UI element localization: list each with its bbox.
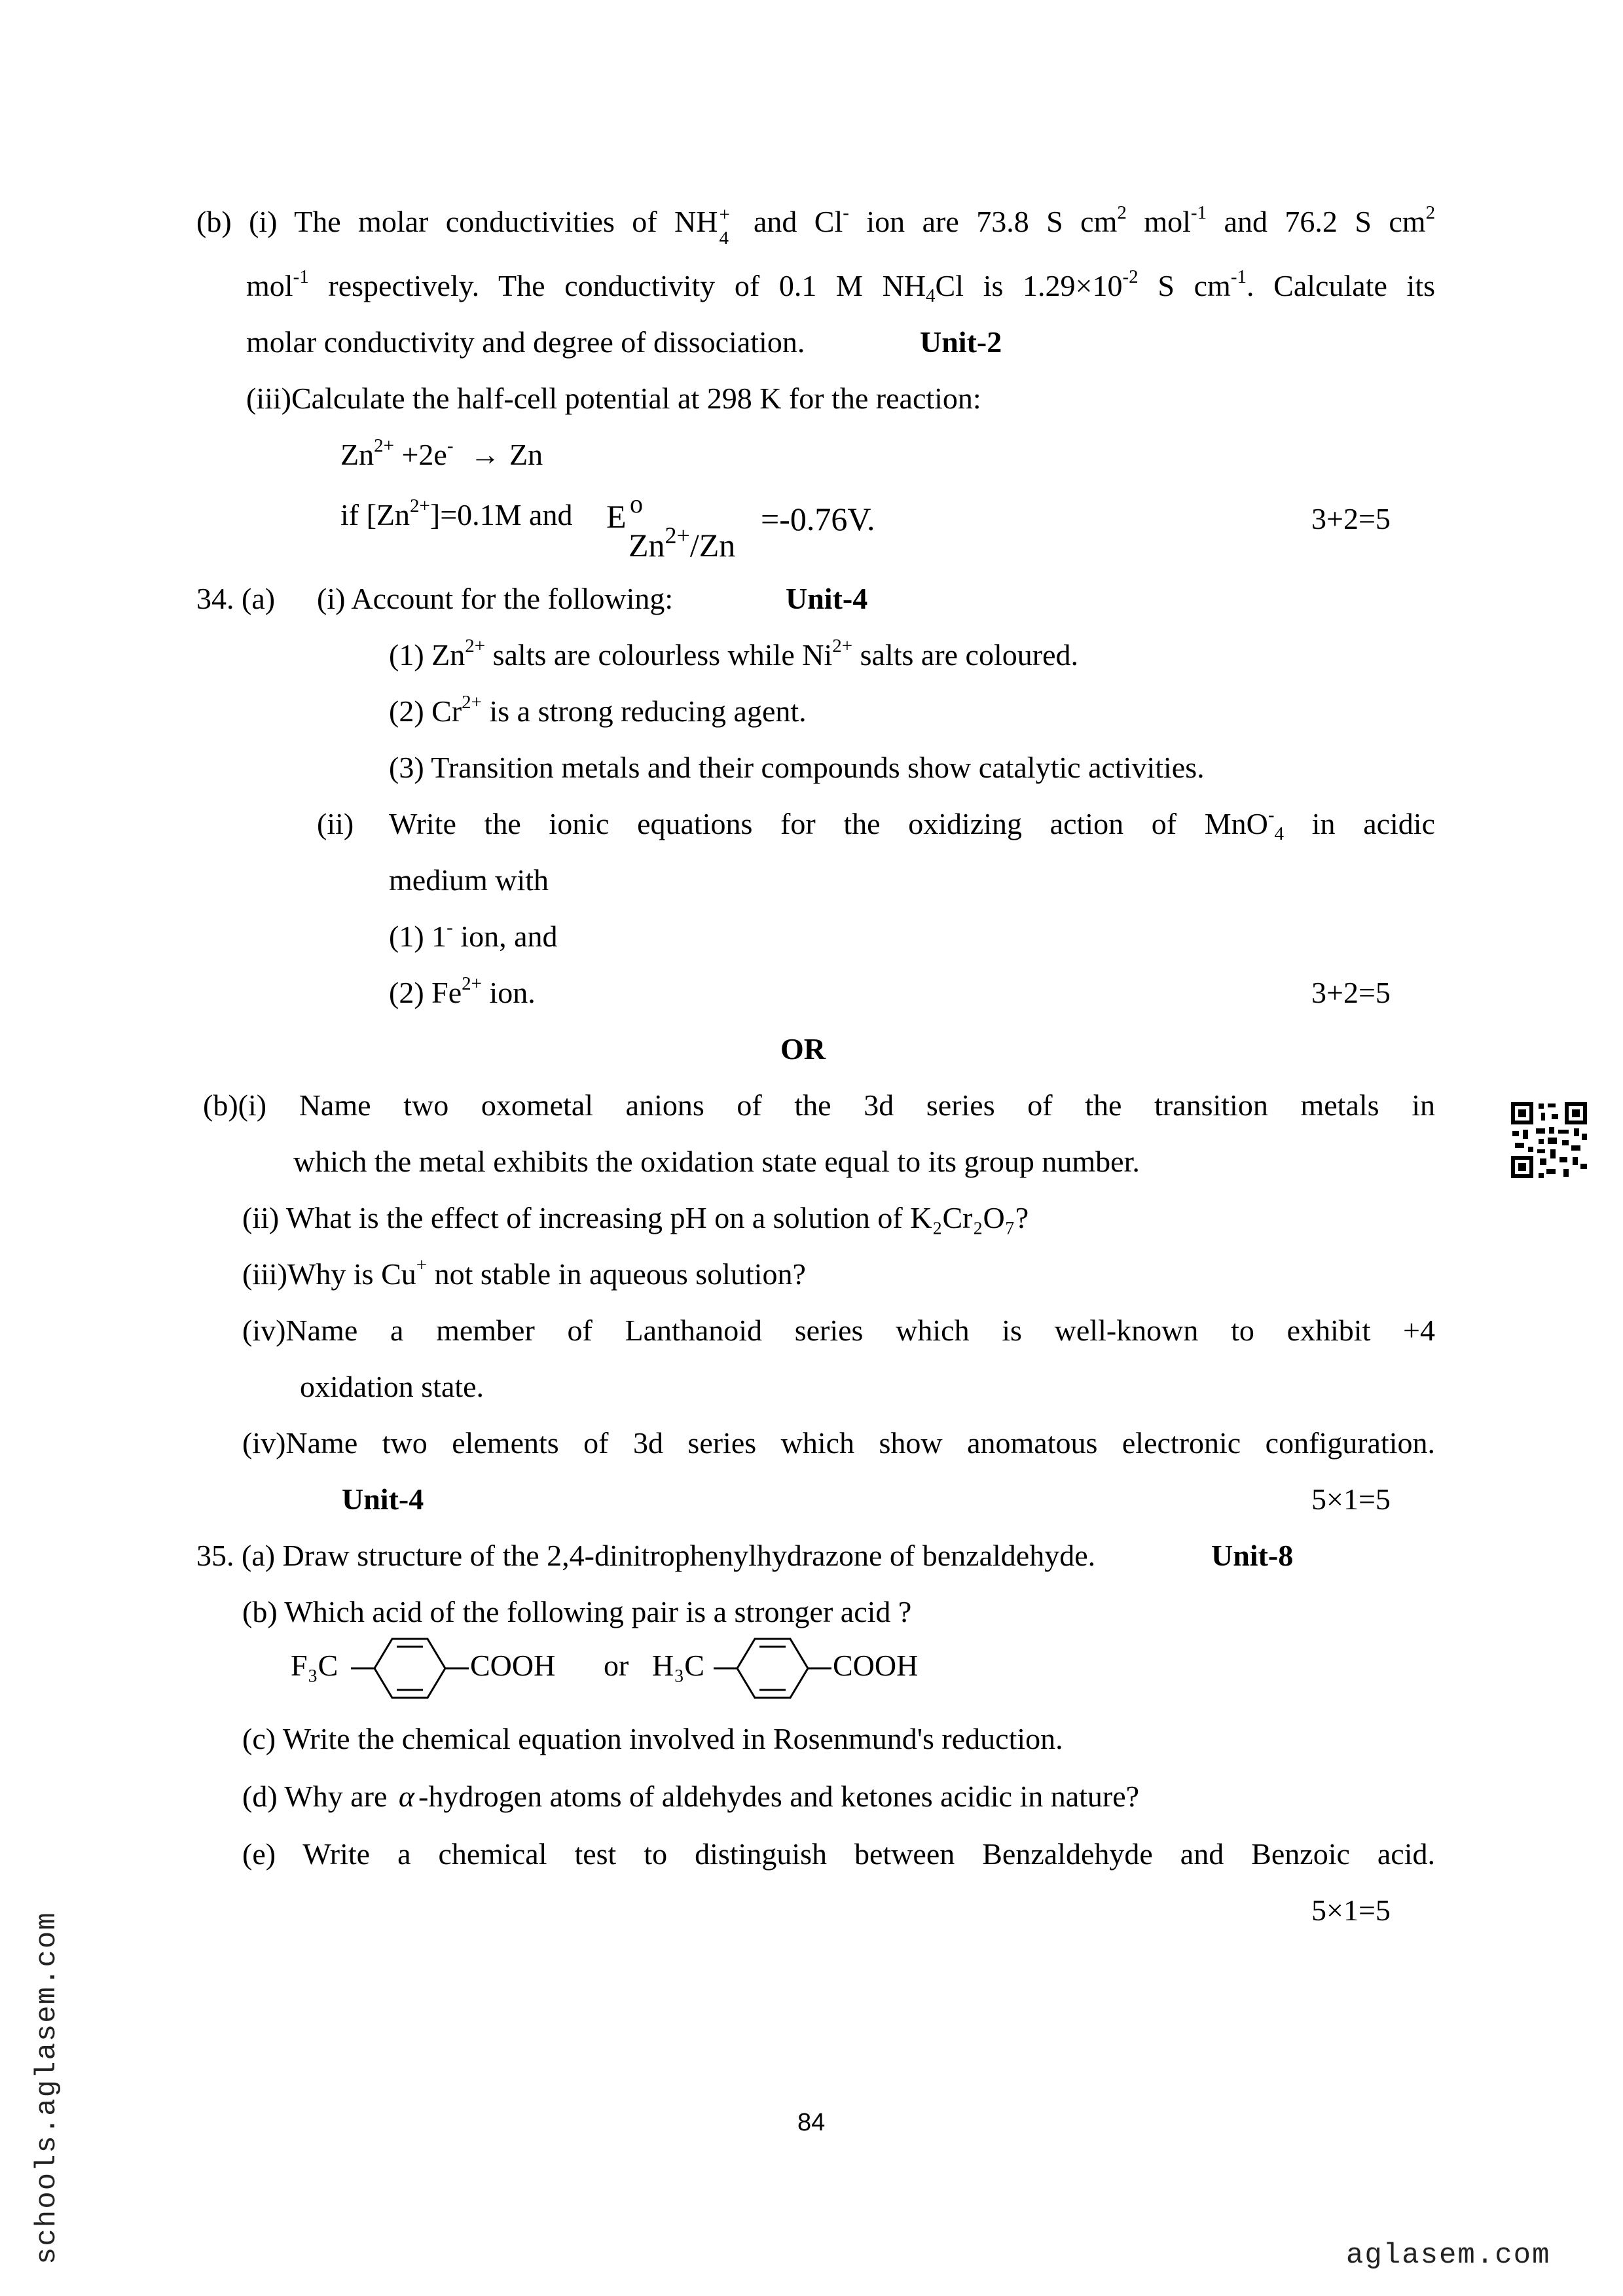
structure-or: or — [604, 1649, 629, 1682]
qr-code-icon — [1510, 1101, 1588, 1179]
q34a-ii-line1: Write the ionic equations for the oxidizing action of MnO-$_4$ in acidic — [389, 804, 1436, 844]
q34a-label: 34. (a) — [196, 582, 276, 615]
q33b-iii-line1: (iii)Calculate the half-cell potential at 298 K for the reaction: — [246, 382, 981, 415]
q33b-condition: if $[Zn^{2+}]=0.1M$ and — [340, 495, 573, 531]
electrode-potential-symbol: E o $Zn^{2+}/Zn$ =-0.76V. — [606, 489, 875, 564]
q34a-unit: Unit-4 — [786, 582, 868, 615]
page-number: 84 — [797, 2109, 826, 2136]
side-watermark: schools.aglasem.com — [31, 1911, 64, 2265]
q34a-i-heading: (i) Account for the following: — [317, 582, 674, 615]
q33b-reaction: $Zn^{2+} +2e^- \to Zn$ — [340, 435, 543, 471]
or-divider: OR — [780, 1032, 826, 1066]
benzene-ring-1-icon — [351, 1632, 469, 1704]
q34a-ii-line2: medium with — [389, 863, 549, 897]
q35-b: (b) Which acid of the following pair is a stronger acid ? — [242, 1595, 912, 1628]
q35-c: (c) Write the chemical equation involved in Rosenmund's reduction. — [242, 1722, 1063, 1755]
structure2-right: COOH — [833, 1649, 919, 1682]
q35-a-unit: Unit-8 — [1211, 1539, 1294, 1572]
q34b-i-line2: which the metal exhibits the oxidation state equal to its group number. — [293, 1145, 1140, 1178]
q34b-i-line1: (b)(i) Name two oxometal anions of the 3d series of the transition metals in — [203, 1088, 1435, 1122]
q34b-ii: (ii) What is the effect of increasing pH on a solution of K₂Cr₂O₇? — [242, 1201, 1029, 1234]
structure2-left: H₃C — [652, 1649, 704, 1682]
q34a-item2: (2) $Cr^{2+}$ is a strong reducing agent. — [389, 692, 807, 728]
reaction-arrow-icon: → — [470, 438, 500, 471]
q34a-ii-item1: (1) 1- ion, and — [389, 917, 558, 953]
q34b-v-line1: (iv)Name two elements of 3d series which show anomatous electronic configuration. — [242, 1426, 1435, 1460]
q35-marks: 5×1=5 — [1311, 1893, 1391, 1927]
q34b-iv-line2: oxidation state. — [300, 1370, 484, 1403]
structure1-left: F₃C — [291, 1649, 338, 1682]
benzene-ring-2-icon — [714, 1632, 831, 1704]
q35-e: (e) Write a chemical test to distinguish between Benzaldehyde and Benzoic acid. — [242, 1837, 1435, 1871]
q34b-marks: 5×1=5 — [1311, 1482, 1391, 1516]
q34a-ii-label: (ii) — [317, 807, 354, 840]
structure1-right: COOH — [470, 1649, 556, 1682]
q34a-item3: (3) Transition metals and their compounds show catalytic activities. — [389, 751, 1205, 784]
q34b-iii: (iii)Why is Cu+ not stable in aqueous solution? — [242, 1255, 806, 1291]
q34a-ii-item2: (2) $Fe^{2+}$ ion. — [389, 973, 536, 1009]
q33b-marks: 3+2=5 — [1311, 502, 1391, 535]
q34b-iv-line1: (iv)Name a member of Lanthanoid series which is well-known to exhibit +4 — [242, 1314, 1435, 1347]
q34a-item1: (1) $Zn^{2+}$ salts are colourless while $Ni^{2+}$ salts are coloured. — [389, 636, 1078, 672]
q34a-marks: 3+2=5 — [1311, 976, 1391, 1009]
q33b-i-line1: (b) (i) The molar conductivities of NH + 4 and Cl- ion are 73.8 S $cm^2$ mol$^{-1}$ and 76.2 S $cm^2$ — [196, 202, 1436, 249]
q33b-i-line3: molar conductivity and degree of dissociation. — [246, 325, 805, 359]
q33b-unit: Unit-2 — [920, 325, 1002, 359]
q34b-unit: Unit-4 — [342, 1482, 424, 1516]
q35-a: 35. (a) Draw structure of the 2,4-dinitrophenylhydrazone of benzaldehyde. — [196, 1539, 1096, 1572]
q33b-i-line2: mol$^{-1}$ respectively. The conductivity of 0.1 M $NH_4Cl$ is $1.29\times 10^{-2}$ S $cm^{-1}$. Calculate its — [246, 266, 1436, 306]
corner-watermark: aglasem.com — [1346, 2239, 1551, 2272]
q35-d: (d) Why are α -hydrogen atoms of aldehydes and ketones acidic in nature? — [242, 1780, 1140, 1813]
